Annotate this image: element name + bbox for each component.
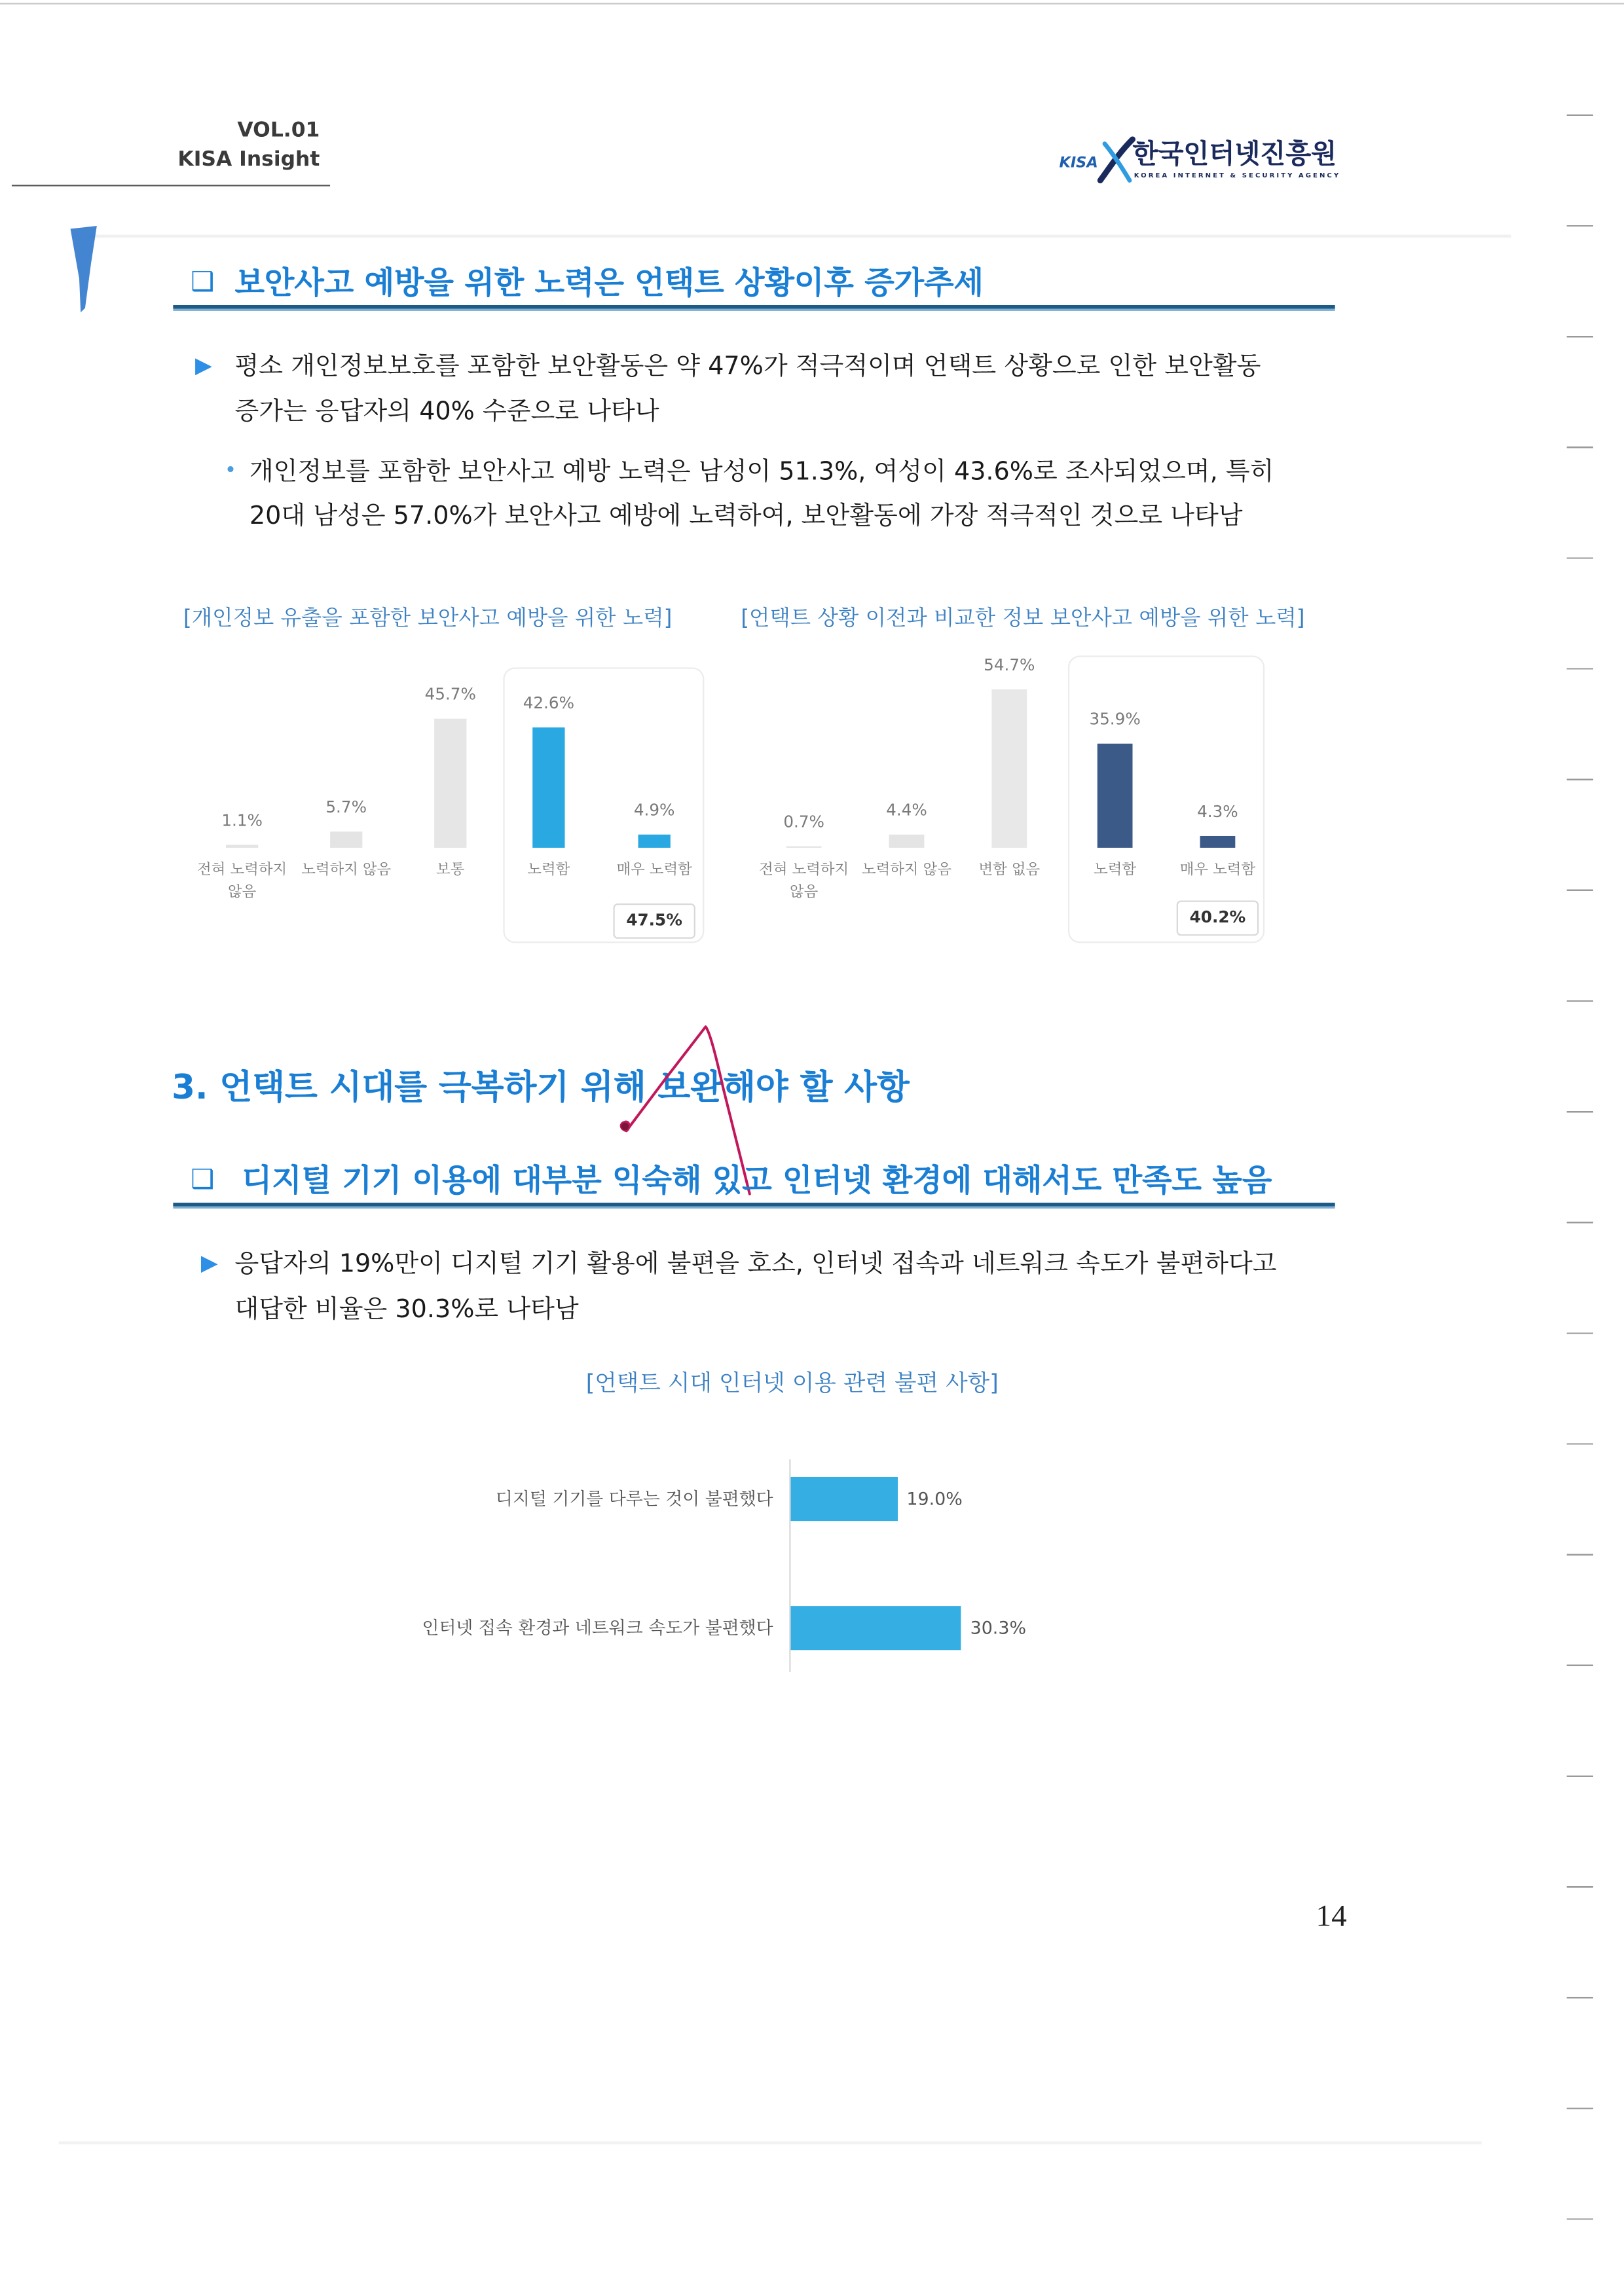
value-label-3: 45.7%: [424, 684, 476, 704]
effort-chart-plot: [169, 646, 719, 946]
margin-tick-marks: [1567, 115, 1593, 2227]
value-label-5: 4.3%: [1197, 801, 1238, 821]
bullet-arrow-icon: ▶: [200, 1249, 218, 1277]
category-label-5: 매우 노력함: [1179, 862, 1256, 879]
bar-2: [889, 835, 925, 847]
value-label-4: 42.6%: [523, 693, 575, 713]
bar-1: [786, 846, 822, 848]
sub-bullet-text-line: 개인정보를 포함한 보안사고 예방 노력은 남성이 51.3%, 여성이 43.6%로 조사되었으며, 특히: [249, 457, 1274, 487]
category-label-1: 전혀 노력하지 않음: [197, 862, 287, 901]
header-underline: [12, 185, 330, 186]
blue-ribbon-decoration: [62, 220, 105, 317]
ink-blot: [621, 1123, 629, 1131]
category-label-4: 노력함: [527, 862, 570, 879]
category-label-3: 변함 없음: [978, 862, 1041, 879]
issue-volume: VOL.01: [237, 118, 320, 143]
bar-4: [1098, 744, 1133, 847]
logo-name-korean: 한국인터넷진흥원: [1132, 139, 1337, 170]
hbar-1: [791, 1477, 898, 1521]
heading-underline: [173, 305, 1335, 311]
ribbon-shape: [71, 226, 97, 312]
bullet-text-line: 응답자의 19%만이 디지털 기기 활용에 불편을 호소, 인터넷 접속과 네트워크 속도가 불편하다고: [234, 1249, 1277, 1279]
category-label-1: 전혀 노력하지 않음: [759, 862, 849, 901]
logo-name-english: KOREA INTERNET & SECURITY AGENCY: [1134, 173, 1341, 181]
hbar-2: [791, 1606, 962, 1650]
page-number: 14: [1316, 1897, 1347, 1933]
section-heading-security-effort: 보안사고 예방을 위한 노력은 언택트 상황이후 증가추세: [234, 265, 984, 301]
hcategory-label-1: 디지털 기기를 다루는 것이 불편했다: [495, 1488, 773, 1510]
bar-4: [532, 727, 564, 848]
publication-series: KISA Insight: [177, 148, 320, 172]
scan-artifact-line: [88, 234, 1511, 237]
section-3-title: 3. 언택트 시대를 극복하기 위해 보완해야 할 사항: [172, 1069, 910, 1108]
summary-label: 40.2%: [1177, 901, 1259, 936]
bar-5: [638, 834, 671, 848]
sub-bullet-text-line: 20대 남성은 57.0%가 보안사고 예방에 노력하여, 보안활동에 가장 적극적인 것으로 나타남: [249, 501, 1243, 531]
bullet-text-line: 증가는 응답자의 40% 수준으로 나타나: [234, 397, 659, 427]
bar-2: [330, 831, 362, 848]
kisa-logo: [1054, 135, 1353, 188]
bar-3: [991, 689, 1027, 847]
bullet-text-line: 대답한 비율은 30.3%로 나타남: [234, 1295, 579, 1324]
discomfort-chart-plot: [381, 1445, 1115, 1679]
hvalue-label-2: 30.3%: [970, 1618, 1027, 1639]
section-heading-marker-icon: ❑: [191, 1164, 215, 1195]
discomfort-chart-title: [언택트 시대 인터넷 이용 관련 불편 사항]: [585, 1370, 999, 1396]
category-label-4: 노력함: [1094, 862, 1137, 879]
bullet-text-line: 평소 개인정보보호를 포함한 보안활동은 약 47%가 적극적이며 언택트 상황으로 인한 보안활동: [234, 352, 1261, 382]
sub-bullet-dot-icon: •: [224, 459, 237, 483]
bar-1: [226, 845, 258, 848]
category-label-5: 매우 노력함: [616, 862, 692, 879]
kisa-logo-mark-icon: [1098, 136, 1135, 183]
value-label-1: 1.1%: [221, 811, 263, 830]
category-label-3: 보통: [436, 862, 465, 879]
category-label-2: 노력하지 않음: [861, 862, 951, 879]
effort-chart-title: [개인정보 유출을 포함한 보안사고 예방을 위한 노력]: [183, 607, 673, 631]
change-chart-title: [언택트 상황 이전과 비교한 정보 보안사고 예방을 위한 노력]: [741, 607, 1305, 631]
hcategory-label-2: 인터넷 접속 환경과 네트워크 속도가 불편했다: [422, 1618, 773, 1639]
logo-abbreviation: KISA: [1059, 155, 1098, 172]
summary-label: 47.5%: [613, 903, 695, 939]
category-label-2: 노력하지 않음: [301, 862, 392, 879]
hvalue-label-1: 19.0%: [906, 1488, 963, 1510]
change-chart-plot: [733, 646, 1320, 946]
bar-5: [1200, 835, 1236, 848]
value-label-1: 0.7%: [783, 812, 824, 831]
value-label-4: 35.9%: [1089, 710, 1141, 730]
bullet-arrow-icon: ▶: [194, 352, 212, 378]
bar-3: [434, 718, 466, 848]
heading-underline: [173, 1203, 1335, 1209]
value-label-2: 5.7%: [325, 797, 367, 817]
value-label-5: 4.9%: [633, 800, 675, 820]
value-label-3: 54.7%: [984, 655, 1035, 676]
page-top-border: [0, 3, 1624, 4]
section-heading-marker-icon: ❑: [191, 266, 215, 298]
section-heading-digital-familiarity: 디지털 기기 이용에 대부분 익숙해 있고 인터넷 환경에 대해서도 만족도 높음: [242, 1163, 1272, 1199]
value-label-2: 4.4%: [886, 801, 927, 821]
scan-artifact-line: [59, 2141, 1482, 2144]
